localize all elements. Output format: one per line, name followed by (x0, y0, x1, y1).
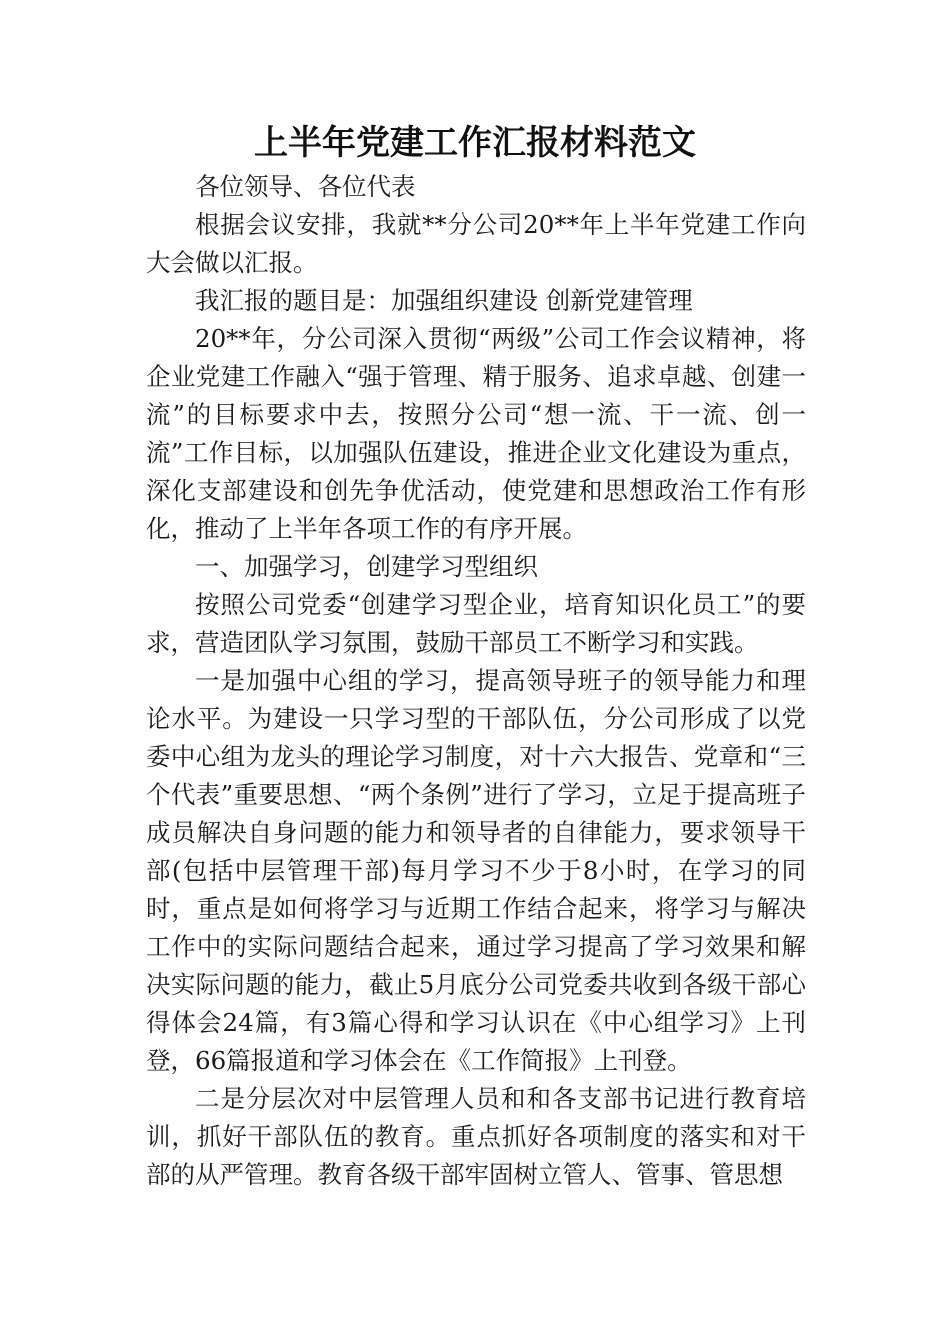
paragraph-intro: 根据会议安排，我就**分公司20**年上半年党建工作向大会做以汇报。 (146, 210, 806, 277)
paragraph-point-2: 二是分层次对中层管理人员和和各支部书记进行教育培训，抓好干部队伍的教育。重点抓好各项制度的落实和对干部的从严管理。教育各级干部牢固树立管人、管事、管思想 (146, 1084, 806, 1189)
paragraph-point-1: 一是加强中心组的学习，提高领导班子的领导能力和理论水平。为建设一只学习型的干部队伍，分公司形成了以党委中心组为龙头的理论学习制度，对十六大报告、党章和“三个代表”重要思想、“两个条例”进行了学习，立足于提高班子成员解决自身问题的能力和领导者的自律能力，要求领导干部(包括中层管理干部)每月学习不少于8小时，在学习的同时，重点是如何将学习与近期工作结合起来，将学习与解决工作中的实际问题结合起来，通过学习提高了学习效果和解决实际问题的能力，截止5月底分公司党委共收到各级干部心得体会24篇，有3篇心得和学习认识在《中心组学习》上刊登，66篇报道和学习体会在《工作简报》上刊登。 (146, 666, 806, 1075)
paragraph-section-1-intro: 按照公司党委“创建学习型企业，培育知识化员工”的要求，营造团队学习氛围，鼓励干部员工不断学习和实践。 (146, 590, 806, 657)
section-heading-1: 一、加强学习，创建学习型组织 (195, 552, 538, 581)
document-body (146, 168, 806, 1194)
paragraph-overview: 20**年，分公司深入贯彻“两级”公司工作会议精神，将企业党建工作融入“强于管理、精于服务、追求卓越、创建一流”的目标要求中去，按照分公司“想一流、干一流、创一流”工作目标，以加强队伍建设，推进企业文化建设为重点，深化支部建设和创先争优活动，使党建和思想政治工作有形化，推动了上半年各项工作的有序开展。 (146, 324, 806, 543)
paragraph-topic: 我汇报的题目是：加强组织建设 创新党建管理 (195, 286, 693, 315)
document-title: 上半年党建工作汇报材料范文 (254, 123, 696, 163)
salutation: 各位领导、各位代表 (195, 172, 416, 201)
